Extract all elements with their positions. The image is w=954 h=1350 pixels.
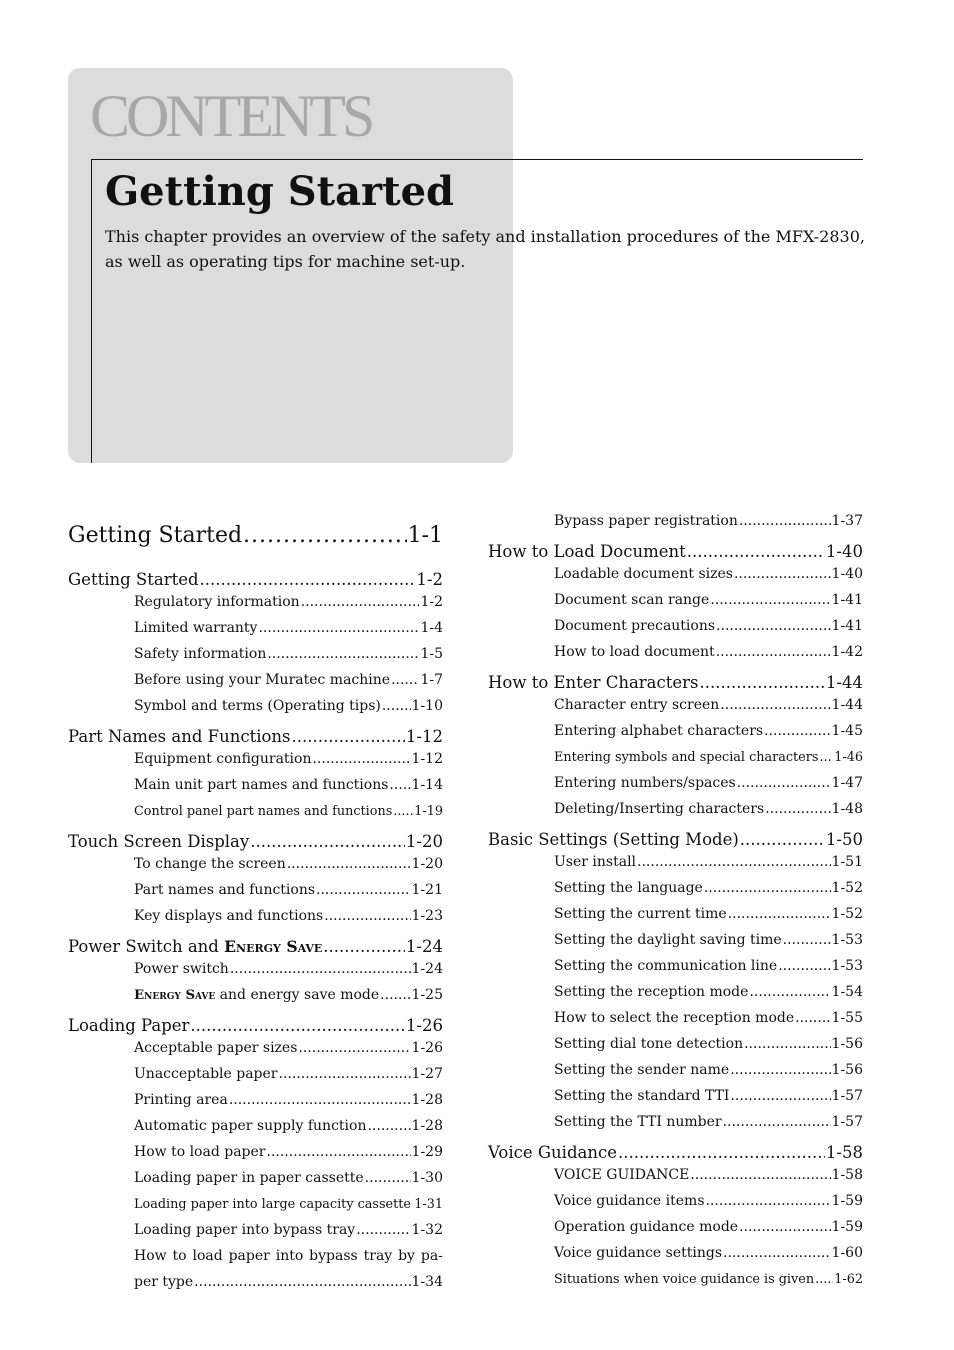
toc-page-number: 1-1 <box>407 522 443 548</box>
toc-page-number: 1-41 <box>831 618 863 634</box>
toc-entry[interactable] <box>488 796 863 822</box>
contents-heading: CONTENTS <box>90 83 372 149</box>
toc-entry[interactable] <box>488 1135 863 1162</box>
toc-page-number: 1-55 <box>831 1010 863 1026</box>
toc-entry-title: VOICE GUIDANCE <box>554 1167 690 1183</box>
energy-save-label: Energy Save <box>134 988 216 1003</box>
toc-entry[interactable] <box>68 798 443 824</box>
toc-entry-title: Deleting/Inserting characters <box>554 801 765 817</box>
toc-entry[interactable] <box>68 1139 443 1165</box>
toc-entry-title: Situations when voice guidance is given <box>554 1271 815 1287</box>
toc-leader-dots <box>795 1010 830 1026</box>
toc-page-number: 1-31 <box>414 1196 443 1212</box>
toc-entry[interactable] <box>488 665 863 692</box>
toc-page-number: 1-41 <box>831 592 863 608</box>
toc-leader-dots <box>687 542 825 561</box>
toc-page-number: 1-48 <box>831 801 863 817</box>
toc-entry[interactable] <box>68 1008 443 1035</box>
toc-leader-dots <box>764 723 830 739</box>
toc-leader-dots <box>194 1274 410 1290</box>
toc-leader-dots <box>200 570 416 589</box>
toc-entry[interactable] <box>68 746 443 772</box>
toc-page-number: 1-26 <box>411 1040 443 1056</box>
toc-entry[interactable] <box>68 1061 443 1087</box>
toc-entry-title: How to Load Document <box>488 542 686 561</box>
toc-leader-dots <box>229 1092 411 1108</box>
toc-page-number: 1-57 <box>831 1088 863 1104</box>
toc-page-number: 1-53 <box>831 932 863 948</box>
toc-entry[interactable] <box>488 1240 863 1266</box>
toc-entry[interactable] <box>68 615 443 641</box>
toc-leader-dots <box>292 727 405 746</box>
toc-entry[interactable] <box>68 956 443 982</box>
toc-leader-dots <box>356 1222 410 1238</box>
toc-entry[interactable] <box>68 982 443 1008</box>
toc-entry[interactable] <box>68 589 443 615</box>
toc-leader-dots <box>243 523 407 548</box>
toc-leader-dots <box>690 1167 830 1183</box>
toc-page-number: 1-34 <box>411 1274 443 1290</box>
toc-entry-title: Operation guidance mode <box>554 1219 739 1235</box>
toc-page-number: 1-28 <box>411 1118 443 1134</box>
toc-leader-dots <box>734 566 831 582</box>
toc-entry[interactable] <box>488 1031 863 1057</box>
toc-entry[interactable] <box>488 534 863 561</box>
toc-page-number: 1-23 <box>411 908 443 924</box>
toc-entry-title: Acceptable paper sizes <box>134 1040 298 1056</box>
chapter-title: Getting Started <box>105 168 454 215</box>
toc-leader-dots <box>749 984 830 1000</box>
toc-leader-dots <box>279 1066 411 1082</box>
toc-entry[interactable] <box>68 562 443 589</box>
toc-entry[interactable] <box>488 692 863 718</box>
toc-entry-word: pa- <box>420 1248 443 1264</box>
toc-page-number: 1-12 <box>405 727 443 746</box>
toc-entry-title: Getting Started <box>68 570 199 589</box>
toc-entry-word: to <box>172 1248 187 1264</box>
toc-page-number: 1-47 <box>831 775 863 791</box>
toc-entry-title: Setting the TTI number <box>554 1114 722 1130</box>
toc-leader-dots <box>728 906 831 922</box>
toc-entry[interactable] <box>488 1057 863 1083</box>
toc-entry[interactable] <box>488 849 863 875</box>
toc-entry-title: Loadable document sizes <box>554 566 733 582</box>
toc-leader-dots <box>716 644 831 660</box>
toc-entry-title <box>68 937 322 956</box>
toc-entry[interactable] <box>68 667 443 693</box>
toc-entry[interactable] <box>68 824 443 851</box>
toc-page-number: 1-2 <box>420 594 443 610</box>
energy-save-label: Energy Save <box>224 937 323 956</box>
toc-page-number: 1-44 <box>825 673 863 692</box>
toc-entry-title: Power switch <box>134 961 229 977</box>
toc-leader-dots <box>815 1272 833 1287</box>
toc-entry-title: Safety information <box>134 646 267 662</box>
toc-entry[interactable] <box>488 718 863 744</box>
toc-page-number: 1-14 <box>411 777 443 793</box>
toc-page-number: 1-7 <box>420 672 443 688</box>
toc-page-number: 1-4 <box>420 620 443 636</box>
toc-leader-dots <box>716 618 831 634</box>
toc-page-number: 1-24 <box>405 937 443 956</box>
toc-page-number: 1-51 <box>831 854 863 870</box>
toc-page-number: 1-60 <box>831 1245 863 1261</box>
toc-entry-title: Getting Started <box>68 522 243 548</box>
toc-entry-title: Loading paper in paper cassette <box>134 1170 364 1186</box>
toc-entry-word: paper <box>228 1248 270 1264</box>
toc-page-number: 1-2 <box>416 570 443 589</box>
toc-page-number: 1-42 <box>831 644 863 660</box>
toc-entry[interactable] <box>68 693 443 719</box>
toc-page-number: 1-58 <box>831 1167 863 1183</box>
toc-leader-dots <box>250 832 405 851</box>
toc-page-number: 1-56 <box>831 1062 863 1078</box>
toc-page-number: 1-25 <box>411 987 443 1003</box>
toc-entry-title: Setting the language <box>554 880 703 896</box>
toc-entry[interactable] <box>488 901 863 927</box>
toc-entry-title: Entering numbers/spaces <box>554 775 736 791</box>
toc-leader-dots <box>190 1016 405 1035</box>
toc-leader-dots <box>740 830 825 849</box>
toc-entry[interactable] <box>68 1165 443 1191</box>
toc-leader-dots <box>365 1170 411 1186</box>
toc-entry-title: Symbol and terms (Operating tips) <box>134 698 381 714</box>
toc-page-number: 1-32 <box>411 1222 443 1238</box>
toc-entry-title: Voice Guidance <box>488 1143 617 1162</box>
toc-entry-title: Limited warranty <box>134 620 258 636</box>
toc-leader-dots <box>704 880 831 896</box>
toc-entry-title: How to load paper <box>134 1144 266 1160</box>
toc-leader-dots <box>819 750 833 765</box>
toc-entry[interactable] <box>488 639 863 665</box>
toc-entry-title: Voice guidance settings <box>554 1245 723 1261</box>
toc-entry-title: Setting dial tone detection <box>554 1036 744 1052</box>
toc-entry-title: Setting the current time <box>554 906 727 922</box>
toc-page-number: 1-37 <box>831 513 863 529</box>
toc-page-number: 1-24 <box>411 961 443 977</box>
toc-page-number: 1-28 <box>411 1092 443 1108</box>
toc-leader-dots <box>380 987 410 1003</box>
toc-leader-dots <box>720 697 830 713</box>
toc-left-column <box>68 508 443 1295</box>
toc-page-number: 1-19 <box>414 803 443 819</box>
toc-entry[interactable] <box>488 953 863 979</box>
toc-entry-title: Regulatory information <box>134 594 300 610</box>
toc-entry-word: bypass <box>309 1248 358 1264</box>
toc-entry-title: To change the screen <box>134 856 286 872</box>
toc-entry[interactable] <box>488 1005 863 1031</box>
toc-leader-dots <box>324 908 410 924</box>
toc-entry-title: Loading Paper <box>68 1016 190 1035</box>
toc-entry[interactable] <box>488 1083 863 1109</box>
toc-leader-dots <box>737 775 831 791</box>
toc-leader-dots <box>739 513 831 529</box>
toc-entry[interactable] <box>488 927 863 953</box>
toc-entry[interactable] <box>488 613 863 639</box>
toc-entry-title: Equipment configuration <box>134 751 312 767</box>
toc-entry[interactable] <box>488 1214 863 1240</box>
toc-leader-dots <box>301 594 420 610</box>
toc-page-number: 1-53 <box>831 958 863 974</box>
toc-leader-dots <box>412 1197 413 1212</box>
toc-entry[interactable] <box>488 770 863 796</box>
toc-entry[interactable] <box>68 1217 443 1243</box>
toc-entry-word: into <box>275 1248 304 1264</box>
toc-leader-dots <box>316 882 411 898</box>
toc-page-number: 1-21 <box>411 882 443 898</box>
toc-leader-dots <box>382 698 411 714</box>
toc-entry-title: Main unit part names and functions <box>134 777 389 793</box>
toc-page-number: 1-27 <box>411 1066 443 1082</box>
toc-page-number: 1-62 <box>834 1271 863 1287</box>
toc-entry[interactable] <box>68 903 443 929</box>
toc-entry[interactable] <box>488 875 863 901</box>
toc-leader-dots <box>723 1114 831 1130</box>
toc-entry[interactable] <box>68 1087 443 1113</box>
toc-entry[interactable] <box>488 587 863 613</box>
toc-leader-dots <box>723 1245 831 1261</box>
toc-leader-dots <box>258 620 419 636</box>
toc-entry[interactable] <box>68 1113 443 1139</box>
toc-right-column <box>488 508 863 1292</box>
toc-entry-title: How to select the reception mode <box>554 1010 795 1026</box>
toc-entry-word: load <box>192 1248 223 1264</box>
toc-entry-title: Setting the communication line <box>554 958 778 974</box>
toc-entry-title: Part Names and Functions <box>68 727 291 746</box>
toc-entry-title: Bypass paper registration <box>554 513 738 529</box>
toc-entry[interactable] <box>488 1109 863 1135</box>
toc-page-number: 1-44 <box>831 697 863 713</box>
toc-leader-dots <box>267 1144 411 1160</box>
toc-entry-title: Document precautions <box>554 618 716 634</box>
toc-entry[interactable] <box>488 1162 863 1188</box>
toc-entry-title: Key displays and functions <box>134 908 324 924</box>
toc-entry-title: Character entry screen <box>554 697 720 713</box>
toc-leader-dots <box>230 961 411 977</box>
toc-entry[interactable] <box>68 1269 443 1295</box>
toc-page-number: 1-50 <box>825 830 863 849</box>
toc-entry-title: Entering symbols and special characters <box>554 749 819 765</box>
toc-leader-dots <box>391 672 419 688</box>
toc-leader-dots <box>389 777 410 793</box>
toc-entry-title: Part names and functions <box>134 882 316 898</box>
toc-entry-title: How to Enter Characters <box>488 673 699 692</box>
toc-page-number: 1-52 <box>831 906 863 922</box>
toc-entry-title <box>134 1248 443 1264</box>
toc-entry-title: Setting the daylight saving time <box>554 932 782 948</box>
toc-page-number: 1-59 <box>831 1193 863 1209</box>
toc-page-number: 1-20 <box>405 832 443 851</box>
toc-entry-title: Unacceptable paper <box>134 1066 278 1082</box>
toc-leader-dots <box>765 801 830 817</box>
toc-page-number: 1-40 <box>825 542 863 561</box>
toc-page-number: 1-10 <box>411 698 443 714</box>
vertical-rule <box>91 159 92 463</box>
toc-entry-title: How to load document <box>554 644 715 660</box>
toc-page-number: 1-40 <box>831 566 863 582</box>
toc-entry[interactable] <box>488 979 863 1005</box>
toc-entry-title: per type <box>134 1274 194 1290</box>
toc-page-number: 1-45 <box>831 723 863 739</box>
toc-entry-word: tray <box>363 1248 393 1264</box>
toc-page-number: 1-26 <box>405 1016 443 1035</box>
toc-entry[interactable] <box>488 508 863 534</box>
toc-entry-title-text: Power Switch and <box>68 937 225 956</box>
toc-page-number: 1-58 <box>825 1143 863 1162</box>
toc-page-number: 1-54 <box>831 984 863 1000</box>
toc-leader-dots <box>312 751 410 767</box>
toc-entry-title: Setting the reception mode <box>554 984 749 1000</box>
toc-entry-word: by <box>398 1248 415 1264</box>
toc-entry-title: Touch Screen Display <box>68 832 250 851</box>
toc-entry[interactable] <box>68 1243 443 1269</box>
toc-entry[interactable] <box>68 641 443 667</box>
chapter-description: This chapter provides an overview of the safety and installation procedures of the MFX-2830, as well as operating tips for machine set-up. <box>105 227 865 271</box>
toc-entry[interactable] <box>68 508 443 562</box>
toc-entry[interactable] <box>488 1188 863 1214</box>
toc-entry-title: Entering alphabet characters <box>554 723 764 739</box>
toc-page-number: 1-46 <box>834 749 863 765</box>
toc-entry-title: Printing area <box>134 1092 228 1108</box>
toc-page-number: 1-59 <box>831 1219 863 1235</box>
toc-page-number: 1-12 <box>411 751 443 767</box>
toc-leader-dots <box>323 937 405 956</box>
toc-leader-dots <box>298 1040 410 1056</box>
toc-entry-title: Basic Settings (Setting Mode) <box>488 830 739 849</box>
toc-entry[interactable] <box>488 561 863 587</box>
toc-page-number: 1-52 <box>831 880 863 896</box>
toc-entry-title: Automatic paper supply function <box>134 1118 367 1134</box>
toc-leader-dots <box>618 1143 825 1162</box>
toc-entry[interactable] <box>68 851 443 877</box>
toc-entry[interactable] <box>68 719 443 746</box>
toc-entry-title: Setting the standard TTI <box>554 1088 730 1104</box>
toc-leader-dots <box>744 1036 830 1052</box>
toc-entry[interactable] <box>68 929 443 956</box>
toc-page-number: 1-30 <box>411 1170 443 1186</box>
toc-page-number: 1-29 <box>411 1144 443 1160</box>
toc-entry-title: Document scan range <box>554 592 710 608</box>
toc-page-number: 1-57 <box>831 1114 863 1130</box>
toc-entry[interactable] <box>488 1266 863 1292</box>
toc-leader-dots <box>730 1088 830 1104</box>
toc-entry-title: Loading paper into bypass tray <box>134 1222 356 1238</box>
toc-leader-dots <box>730 1062 830 1078</box>
toc-leader-dots <box>739 1219 830 1235</box>
toc-entry[interactable] <box>68 877 443 903</box>
toc-entry-title: Before using your Muratec machine <box>134 672 391 688</box>
toc-leader-dots <box>637 854 831 870</box>
toc-entry-title: User install <box>554 854 637 870</box>
toc-entry[interactable] <box>68 1035 443 1061</box>
toc-page-number: 1-56 <box>831 1036 863 1052</box>
toc-leader-dots <box>783 932 831 948</box>
toc-leader-dots <box>393 804 413 819</box>
toc-leader-dots <box>706 1193 831 1209</box>
toc-page-number: 1-5 <box>420 646 443 662</box>
toc-entry-title <box>134 987 379 1003</box>
toc-leader-dots <box>367 1118 410 1134</box>
toc-entry-title: Setting the sender name <box>554 1062 730 1078</box>
toc-leader-dots <box>778 958 830 974</box>
toc-entry-word: How <box>134 1248 167 1264</box>
toc-entry[interactable] <box>488 822 863 849</box>
toc-entry-title-text: and energy save mode <box>215 987 380 1003</box>
toc-entry[interactable] <box>68 772 443 798</box>
horizontal-rule <box>91 159 863 160</box>
toc-leader-dots <box>287 856 411 872</box>
toc-page-number: 1-20 <box>411 856 443 872</box>
toc-leader-dots <box>267 646 419 662</box>
toc-entry-title: Control panel part names and functions <box>134 803 393 819</box>
toc-entry[interactable] <box>488 744 863 770</box>
toc-entry-title: Loading paper into large capacity cassette <box>134 1196 411 1212</box>
toc-leader-dots <box>710 592 830 608</box>
toc-entry[interactable] <box>68 1191 443 1217</box>
toc-leader-dots <box>700 673 825 692</box>
toc-entry-title: Voice guidance items <box>554 1193 705 1209</box>
